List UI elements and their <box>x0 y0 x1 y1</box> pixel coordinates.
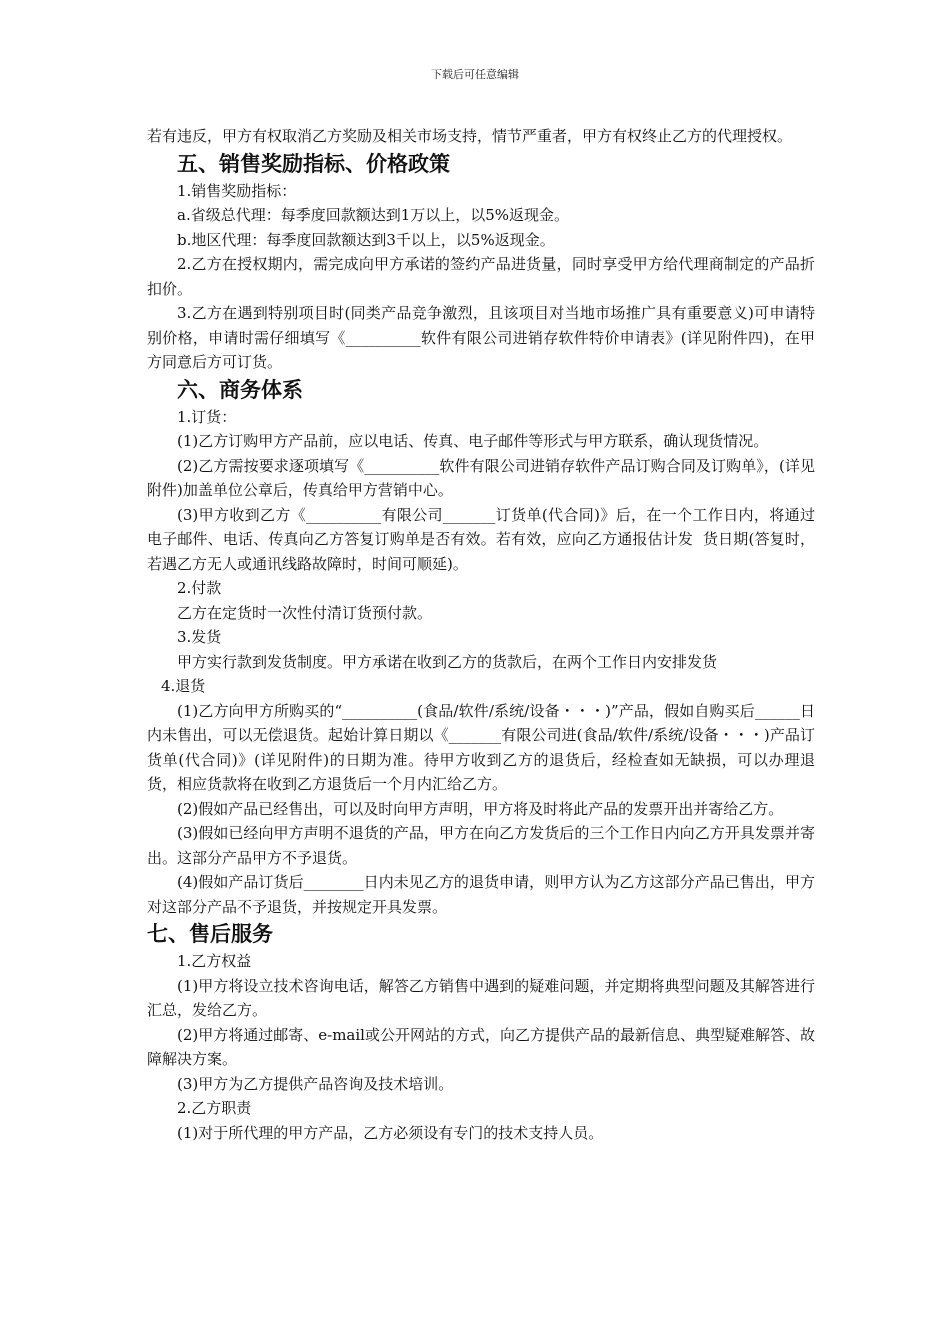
paragraph: (3)甲方收到乙方《__________有限公司_______订货单(代合同)》后，在一个工作日内，将通过电子邮件、电话、传真向乙方答复订购单是否有效。若有效，应向乙方通报估计发 货日期(答复时，若遇乙方无人或通讯线路故障时，时间可顺延)。 <box>147 505 815 573</box>
paragraph: 2.乙方在授权期内，需完成向甲方承诺的签约产品进货量，同时享受甲方给代理商制定的产品折扣价。 <box>147 255 815 298</box>
paragraph: 1.乙方权益 <box>177 952 252 970</box>
paragraph: (3)甲方为乙方提供产品咨询及技术培训。 <box>177 1074 454 1093</box>
section-heading-6: 六、商务体系 <box>177 377 303 402</box>
paragraph: 3.乙方在遇到特别项目时(同类产品竞争激烈，且该项目对当地市场推广具有重要意义)可申请特别价格，申请时需仔细填写《__________软件有限公司进销存软件特价申请表》(详见附件四)，在甲方同意后方可订货。 <box>147 304 815 371</box>
page-header: 下载后可任意编辑 <box>431 68 519 81</box>
paragraph: (1)甲方将设立技术咨询电话，解答乙方销售中遇到的疑难问题，并定期将典型问题及其解答进行汇总，发给乙方。 <box>147 976 815 1019</box>
paragraph: a.省级总代理：每季度回款额达到1万以上，以5%返现金。 <box>177 206 570 224</box>
paragraph: (2)甲方将通过邮寄、e-mail或公开网站的方式，向乙方提供产品的最新信息、典型疑难解答、故障解决方案。 <box>147 1025 815 1068</box>
paragraph: 2.付款 <box>177 579 222 597</box>
paragraph: (1)乙方向甲方所购买的“__________(食品/软件/系统/设备・・・)”产品，假如自购买后______日内未售出，可以无偿退货。起始计算日期以《_______有限公司进(食品/软件/系统/设备・・・)产品订货单(代合同)》(详见附件)的日期为准。待甲方收到乙方的退货后，经检查如无缺损，可以办理退货，相应货款将在收到乙方退货后一个月内汇给乙方。 <box>147 701 815 793</box>
paragraph: (3)假如已经向甲方声明不退货的产品，甲方在向乙方发货后的三个工作日内向乙方开具发票并寄出。这部分产品甲方不予退货。 <box>147 824 815 867</box>
paragraph: 4.退货 <box>161 677 206 695</box>
paragraph: (2)假如产品已经售出，可以及时向甲方声明，甲方将及时将此产品的发票开出并寄给乙方。 <box>177 799 784 818</box>
paragraph: 甲方实行款到发货制度。甲方承诺在收到乙方的货款后，在两个工作日内安排发货 <box>177 652 718 671</box>
paragraph: (2)乙方需按要求逐项填写《__________软件有限公司进销存软件产品订购合同及订购单》，(详见附件)加盖单位公章后，传真给甲方营销中心。 <box>147 456 815 499</box>
paragraph: 乙方在定货时一次性付清订货预付款。 <box>177 603 433 622</box>
paragraph: b.地区代理：每季度回款额达到3千以上，以5%返现金。 <box>177 230 555 249</box>
paragraph: 2.乙方职责 <box>177 1099 252 1117</box>
paragraph: (4)假如产品订货后________日内未见乙方的退货申请，则甲方认为乙方这部分产品已售出，甲方对这部分产品不予退货，并按规定开具发票。 <box>147 873 815 916</box>
paragraph: (1)乙方订购甲方产品前，应以电话、传真、电子邮件等形式与甲方联系，确认现货情况。 <box>177 432 769 450</box>
paragraph: 若有违反，甲方有权取消乙方奖励及相关市场支持，情节严重者，甲方有权终止乙方的代理授权。 <box>147 127 793 145</box>
section-heading-5: 五、销售奖励指标、价格政策 <box>177 151 450 176</box>
paragraph: 3.发货 <box>177 628 222 646</box>
paragraph: 1.订货： <box>177 407 237 426</box>
paragraph: 1.销售奖励指标： <box>177 181 297 200</box>
section-heading-7: 七、售后服务 <box>147 922 273 946</box>
paragraph: (1)对于所代理的甲方产品，乙方必须设有专门的技术支持人员。 <box>177 1123 604 1142</box>
document-body <box>147 124 815 1145</box>
